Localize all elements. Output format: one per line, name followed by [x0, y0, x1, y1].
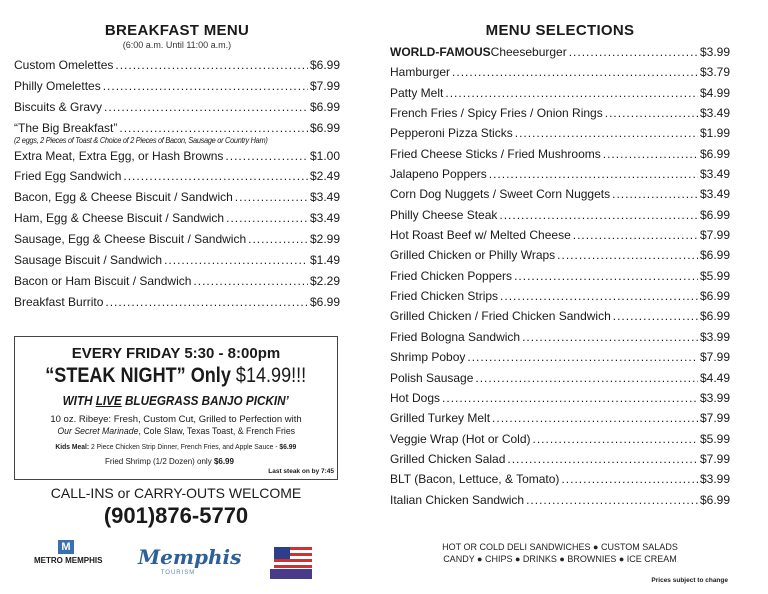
kids-price: $6.99: [279, 442, 297, 451]
item-name: Philly Omelettes: [14, 78, 101, 93]
item-price: $7.99: [309, 78, 340, 93]
dot-leader: [605, 103, 698, 123]
menu-item: [14, 292, 340, 313]
menu-item: [14, 76, 340, 97]
breakfast-items: [14, 55, 340, 313]
kids-meal: [15, 442, 337, 452]
item-name: Fried Cheese Sticks / Fried Mushrooms: [390, 146, 601, 161]
item-name: “The Big Breakfast”: [14, 120, 118, 135]
extras-line-1: HOT OR COLD DELI SANDWICHES ● CUSTOM SALADS: [442, 542, 678, 552]
breakfast-menu: [14, 22, 340, 313]
item-price: $5.99: [699, 431, 730, 446]
item-name: Bacon or Ham Biscuit / Sandwich: [14, 273, 192, 288]
fried-shrimp: [15, 457, 337, 467]
dot-leader: [522, 327, 698, 347]
last-steak-note: Last steak on by 7:45: [268, 468, 334, 475]
menu-selections: [390, 22, 730, 510]
dot-leader: [507, 449, 698, 469]
item-price: $3.99: [699, 329, 730, 344]
breakfast-hours: (6:00 a.m. Until 11:00 a.m.): [122, 40, 232, 50]
item-price: $2.99: [309, 232, 340, 247]
item-name: Pepperoni Pizza Sticks: [390, 126, 513, 141]
item-price: $6.99: [699, 309, 730, 324]
item-price: $2.49: [309, 169, 340, 184]
dot-leader: [613, 306, 698, 326]
item-name: Fried Egg Sandwich: [14, 169, 122, 184]
dot-leader: [500, 286, 698, 306]
menu-item: [390, 225, 730, 245]
item-name: Sausage Biscuit / Sandwich: [14, 253, 163, 268]
menu-item: [390, 164, 730, 184]
prices-note: Prices subject to change: [651, 577, 728, 584]
item-name: Grilled Chicken Salad: [390, 451, 506, 466]
extras-line-2: CANDY ● CHIPS ● DRINKS ● BROWNIES ● ICE CREAM: [443, 554, 677, 564]
dot-leader: [467, 347, 698, 367]
menu-item: [390, 245, 730, 265]
dot-leader: [164, 250, 308, 271]
dot-leader: [105, 292, 308, 313]
item-name: Fried Chicken Strips: [390, 289, 499, 304]
item-price: $3.49: [699, 187, 730, 202]
steak-title-text: “STEAK NIGHT” Only: [45, 364, 232, 387]
dot-leader: [115, 55, 308, 76]
dot-leader: [475, 368, 698, 388]
item-price: $2.29: [309, 273, 340, 288]
dot-leader: [226, 208, 308, 229]
dot-leader: [445, 83, 698, 103]
menu-item: [390, 103, 730, 123]
item-price: $6.99: [699, 146, 730, 161]
item-name: Cheeseburger: [490, 45, 567, 59]
item-price: $3.99: [699, 390, 730, 405]
dot-leader: [225, 146, 308, 167]
dot-leader: [603, 144, 698, 164]
item-name: Jalapeno Poppers: [390, 167, 487, 182]
item-price: $6.99: [699, 207, 730, 222]
item-note: (2 eggs, 2 Pieces of Toast & Choice of 2 Pieces of Bacon, Sausage or Country Ham): [14, 135, 268, 145]
item-price: $7.99: [699, 451, 730, 466]
item-name: Veggie Wrap (Hot or Cold): [390, 431, 531, 446]
menu-item: [14, 271, 340, 292]
menu-item: [390, 469, 730, 489]
steak-when: EVERY FRIDAY 5:30 - 8:00pm: [71, 345, 281, 362]
item-price: $3.49: [699, 167, 730, 182]
metro-memphis-logo: [34, 540, 103, 565]
steak-night-box: [14, 336, 338, 480]
dot-leader: [514, 266, 698, 286]
item-price: $3.99: [699, 45, 730, 59]
dot-leader: [492, 408, 698, 428]
menu-item: [390, 42, 730, 62]
item-name: Grilled Turkey Melt: [390, 411, 491, 426]
dot-leader: [489, 164, 698, 184]
item-name: Bacon, Egg & Cheese Biscuit / Sandwich: [14, 190, 233, 205]
m-mark-icon: M: [58, 540, 74, 554]
item-price: $6.99: [309, 120, 340, 135]
menu-item: [14, 250, 340, 271]
dot-leader: [557, 245, 698, 265]
item-price: $3.99: [699, 472, 730, 487]
desc-line-2: [15, 426, 337, 438]
dot-leader: [499, 205, 698, 225]
item-name: Grilled Chicken or Philly Wraps: [390, 248, 556, 263]
dot-leader: [526, 490, 698, 510]
item-price: $1.49: [309, 253, 340, 268]
steak-description: [15, 414, 337, 438]
bluegrass-text: BLUEGRASS BANJO PICKIN’: [122, 393, 290, 408]
menu-item: [390, 490, 730, 510]
dot-leader: [103, 76, 308, 97]
kids-line: [56, 442, 297, 452]
dot-leader: [104, 97, 308, 118]
dot-leader: [561, 469, 698, 489]
live-text: LIVE: [96, 393, 123, 408]
menu-item: [14, 166, 340, 187]
item-name: Sausage, Egg & Cheese Biscuit / Sandwich: [14, 232, 247, 247]
item-price: $6.99: [699, 289, 730, 304]
menu-item: [14, 55, 340, 76]
menu-item: [390, 347, 730, 367]
item-name: Grilled Chicken / Fried Chicken Sandwich: [390, 309, 611, 324]
item-name: Hamburger: [390, 65, 451, 80]
selections-title: MENU SELECTIONS: [485, 22, 635, 39]
memphis-tourism-logo: [138, 545, 242, 577]
menu-item: [390, 184, 730, 204]
menu-item: [390, 368, 730, 388]
item-price: $5.99: [699, 268, 730, 283]
with-text: WITH: [62, 393, 97, 408]
dot-leader: [123, 166, 308, 187]
item-name: Italian Chicken Sandwich: [390, 492, 525, 507]
item-name: Polish Sausage: [390, 370, 474, 385]
dot-leader: [573, 225, 698, 245]
menu-item: [390, 83, 730, 103]
dot-leader: [193, 271, 308, 292]
item-price: $3.49: [309, 190, 340, 205]
menu-item: [14, 97, 340, 118]
kids-desc: 2 Piece Chicken Strip Dinner, French Fries, and Apple Sauce -: [89, 442, 280, 451]
item-price: $6.99: [309, 294, 340, 309]
item-name: Shrimp Poboy: [390, 350, 466, 365]
callins-text: CALL-INS or CARRY-OUTS WELCOME: [50, 485, 302, 501]
item-price: $4.49: [699, 370, 730, 385]
steak-bluegrass: [15, 393, 337, 409]
dot-leader: [533, 429, 698, 449]
item-name: Philly Cheese Steak: [390, 207, 498, 222]
menu-item: [390, 62, 730, 82]
menu-item: [14, 208, 340, 229]
item-price: $1.00: [309, 148, 340, 163]
item-name: Patty Melt: [390, 85, 444, 100]
dot-leader: [452, 62, 698, 82]
memphis-script: Memphis: [138, 545, 242, 569]
item-price: $7.99: [699, 350, 730, 365]
chamber-logo: [266, 545, 316, 586]
item-price: $6.99: [309, 58, 340, 72]
menu-item: [14, 146, 340, 167]
menu-item: [14, 229, 340, 250]
kids-label: Kids Meal:: [55, 442, 90, 451]
item-price: $6.99: [699, 248, 730, 263]
metro-memphis-text: METRO MEMPHIS: [34, 556, 103, 565]
dot-leader: [569, 42, 698, 62]
phone-number: (901)876-5770: [103, 503, 249, 528]
item-price: $1.99: [699, 126, 730, 141]
steak-title-line: [46, 363, 307, 388]
menu-item: [390, 388, 730, 408]
shrimp-price: $6.99: [213, 457, 234, 466]
selection-items: [390, 42, 730, 510]
desc-rest: , Cole Slaw, Texas Toast, & French Fries: [138, 426, 295, 437]
menu-item: [390, 408, 730, 428]
item-name: BLT (Bacon, Lettuce, & Tomato): [390, 472, 560, 487]
item-name: Custom Omelettes: [14, 58, 114, 72]
item-price: $3.49: [309, 211, 340, 226]
dot-leader: [248, 229, 308, 250]
item-name: Biscuits & Gravy: [14, 99, 103, 114]
item-price: $7.99: [699, 228, 730, 243]
menu-item: [14, 187, 340, 208]
menu-item: [390, 306, 730, 326]
steak-title: [15, 363, 337, 388]
item-name: Corn Dog Nuggets / Sweet Corn Nuggets: [390, 187, 611, 202]
menu-item: [390, 327, 730, 347]
menu-item: [390, 123, 730, 143]
menu-item: [390, 449, 730, 469]
menu-item: [390, 429, 730, 449]
item-name: Hot Roast Beef w/ Melted Cheese: [390, 228, 571, 243]
menu-item: [390, 205, 730, 225]
item-badge: WORLD-FAMOUS: [390, 45, 491, 59]
item-name: French Fries / Spicy Fries / Onion Rings: [390, 106, 603, 121]
shrimp-desc: Fried Shrimp (1/2 Dozen) only: [105, 457, 214, 466]
dot-leader: [235, 187, 308, 208]
item-price: $6.99: [309, 99, 340, 114]
marinade: Our Secret Marinade: [57, 426, 139, 437]
extras-list: [390, 541, 730, 565]
desc-line-1: 10 oz. Ribeye: Fresh, Custom Cut, Grilled to Perfection with: [50, 414, 302, 425]
tourism-text: TOURISM: [160, 570, 196, 576]
menu-item: [390, 266, 730, 286]
item-price: $3.79: [699, 65, 730, 80]
menu-item: [390, 144, 730, 164]
dot-leader: [612, 184, 698, 204]
item-name: Hot Dogs: [390, 390, 441, 405]
item-name: Ham, Egg & Cheese Biscuit / Sandwich: [14, 211, 225, 226]
bluegrass-line: [63, 393, 289, 409]
breakfast-title: BREAKFAST MENU: [104, 22, 250, 39]
dot-leader: [515, 123, 698, 143]
item-price: $6.99: [699, 492, 730, 507]
item-price: $3.49: [699, 106, 730, 121]
desc-line-2-inner: [57, 426, 295, 438]
item-name: Extra Meat, Extra Egg, or Hash Browns: [14, 148, 224, 163]
item-price: $7.99: [699, 411, 730, 426]
item-name: Fried Bologna Sandwich: [390, 329, 521, 344]
flag-icon: [266, 545, 316, 581]
item-price: $4.99: [699, 85, 730, 100]
steak-price: $14.99!!!: [236, 364, 307, 387]
menu-item: [390, 286, 730, 306]
item-name: Breakfast Burrito: [14, 294, 104, 309]
item-name: Fried Chicken Poppers: [390, 268, 513, 283]
dot-leader: [442, 388, 698, 408]
